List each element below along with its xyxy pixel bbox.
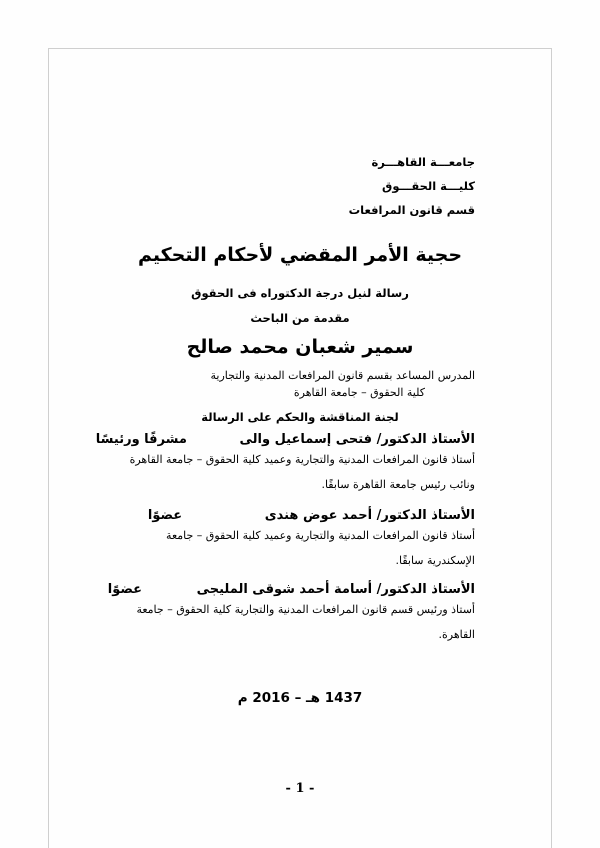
member-name: الأستاذ الدكتور/ أسامة أحمد شوقى المليجى bbox=[196, 582, 475, 597]
member-role: عضوًا bbox=[107, 582, 143, 597]
page-number: - 1 - bbox=[285, 781, 315, 796]
member-description: ونائب رئيس جامعة القاهرة سابقًا. bbox=[321, 478, 475, 491]
member-role: عضوًا bbox=[147, 508, 183, 523]
researcher-info bbox=[125, 367, 475, 401]
university-name: جامعـــة القاهـــرة bbox=[371, 155, 475, 169]
presented-by: مقدمة من الباحث bbox=[250, 311, 350, 325]
committee-member bbox=[123, 508, 475, 573]
thesis-title: حجية الأمر المقضي لأحكام التحكيم bbox=[137, 244, 463, 266]
member-description: الإسكندرية سابقًا. bbox=[395, 554, 475, 567]
committee-heading: لجنة المناقشة والحكم على الرسالة bbox=[201, 410, 399, 424]
committee-member bbox=[95, 432, 475, 497]
researcher-name: سمير شعبان محمد صالح bbox=[186, 336, 414, 358]
member-role: مشرفًا ورئيسًا bbox=[95, 432, 187, 447]
faculty-block bbox=[125, 150, 475, 222]
member-description: أستاذ قانون المرافعات المدنية والتجارية وعميد كلية الحقوق – جامعة bbox=[166, 529, 475, 542]
date: 1437 هـ – 2016 م bbox=[237, 690, 363, 706]
committee-member bbox=[107, 582, 475, 647]
member-description: أستاذ ورئيس قسم قانون المرافعات المدنية والتجارية كلية الحقوق – جامعة bbox=[136, 603, 475, 616]
researcher-affiliation: كلية الحقوق – جامعة القاهرة bbox=[293, 386, 425, 399]
college-name: كليـــة الحقـــوق bbox=[382, 179, 475, 193]
member-name: الأستاذ الدكتور/ أحمد عوض هندى bbox=[264, 508, 475, 523]
member-description: القاهرة. bbox=[438, 628, 475, 641]
thesis-subtitle: رسالة لنيل درجة الدكتوراه فى الحقوق bbox=[191, 286, 409, 300]
department-name: قسم قانون المرافعات bbox=[348, 203, 475, 217]
member-name: الأستاذ الدكتور/ فتحى إسماعيل والى bbox=[239, 432, 475, 447]
researcher-position: المدرس المساعد بقسم قانون المرافعات المدنية والتجارية bbox=[210, 369, 475, 382]
member-description: أستاذ قانون المرافعات المدنية والتجارية وعميد كلية الحقوق – جامعة القاهرة bbox=[129, 453, 475, 466]
